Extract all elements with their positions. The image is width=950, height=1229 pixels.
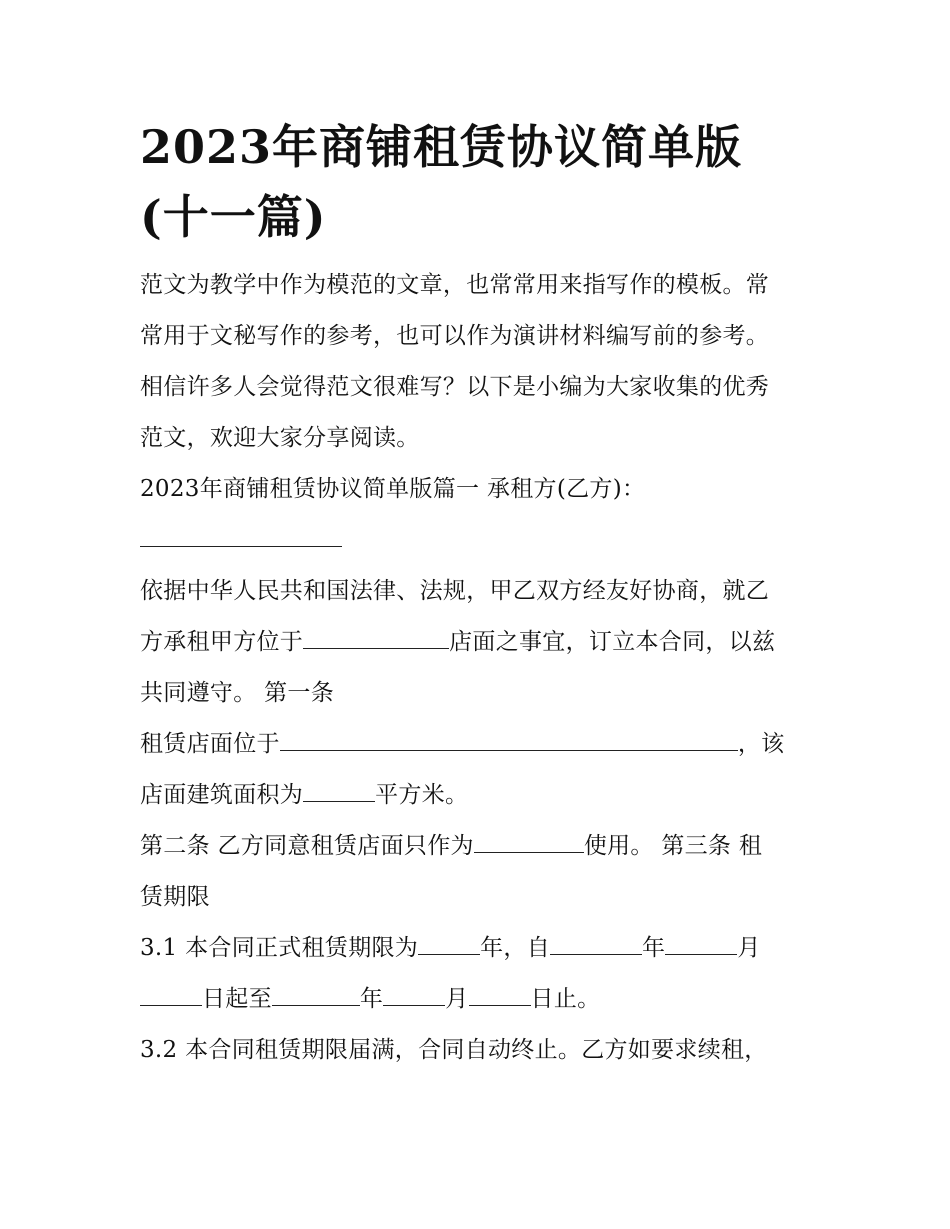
fill-blank [303, 626, 449, 649]
agreement-line: 依据中华人民共和国法律、法规，甲乙双方经友好协商，就乙 [140, 578, 770, 604]
text-span: 年 [642, 935, 666, 961]
text-span: 租赁店面位于 [140, 731, 280, 757]
text-span: 年 [359, 986, 384, 1012]
fill-blank [280, 728, 738, 751]
lessee-blank-line [140, 515, 820, 566]
agreement-paragraph [140, 566, 820, 719]
article-line: 赁期限 [140, 884, 210, 910]
intro-line: 范文为教学中作为模范的文章，也常常用来指写作的模板。常 [140, 272, 770, 298]
text-span: 使用。 第三条 租 [583, 833, 763, 859]
text-span: 平方米。 [375, 782, 469, 808]
intro-line: 相信许多人会觉得范文很难写？以下是小编为大家收集的优秀 [140, 374, 770, 400]
clause-3-2-paragraph [140, 1025, 820, 1076]
article-1-paragraph [140, 719, 820, 821]
text-span: 月 [737, 935, 761, 961]
text-span: 方承租甲方位于 [140, 629, 304, 655]
intro-paragraph [140, 260, 820, 464]
document-page [140, 112, 820, 1076]
fill-blank [665, 932, 737, 955]
fill-blank [469, 983, 531, 1006]
article-line [140, 719, 820, 770]
agreement-line: 共同遵守。 第一条 [140, 680, 335, 706]
title-line-2: (十一篇) [140, 190, 327, 244]
fill-blank [474, 830, 584, 853]
text-span: 店面之事宜，订立本合同，以兹 [449, 629, 776, 655]
text-span: 店面建筑面积为 [140, 782, 304, 808]
intro-line: 范文，欢迎大家分享阅读。 [140, 425, 420, 451]
clause-3-1-paragraph [140, 923, 820, 1025]
fill-blank [140, 983, 202, 1006]
text-span: 第二条 乙方同意租赁店面只作为 [140, 833, 474, 859]
section-heading [140, 464, 820, 566]
text-span: 年，自 [480, 935, 550, 961]
fill-blank [303, 779, 375, 802]
fill-blank [140, 524, 342, 547]
section-heading-text: 2023年商铺租赁协议简单版篇一 承租方(乙方)： [140, 476, 646, 502]
clause-line [140, 974, 820, 1025]
fill-blank [272, 983, 360, 1006]
text-span: ，该 [737, 731, 785, 757]
article-2-paragraph [140, 821, 820, 923]
title-line-1: 2023年商铺租赁协议简单版 [140, 120, 743, 174]
fill-blank [418, 932, 480, 955]
text-span: 日止。 [530, 986, 601, 1012]
article-line [140, 821, 820, 872]
text-span: 3.1 本合同正式租赁期限为 [140, 935, 419, 961]
text-span: 日起至 [202, 986, 272, 1012]
document-title [140, 112, 820, 252]
fill-blank [550, 932, 642, 955]
fill-blank [383, 983, 445, 1006]
article-line [140, 770, 820, 821]
text-span: 月 [445, 986, 469, 1012]
clause-line [140, 923, 820, 974]
clause-line: 3.2 本合同租赁期限届满，合同自动终止。乙方如要求续租， [140, 1037, 768, 1063]
agreement-line [140, 617, 820, 668]
intro-line: 常用于文秘写作的参考，也可以作为演讲材料编写前的参考。 [140, 323, 770, 349]
